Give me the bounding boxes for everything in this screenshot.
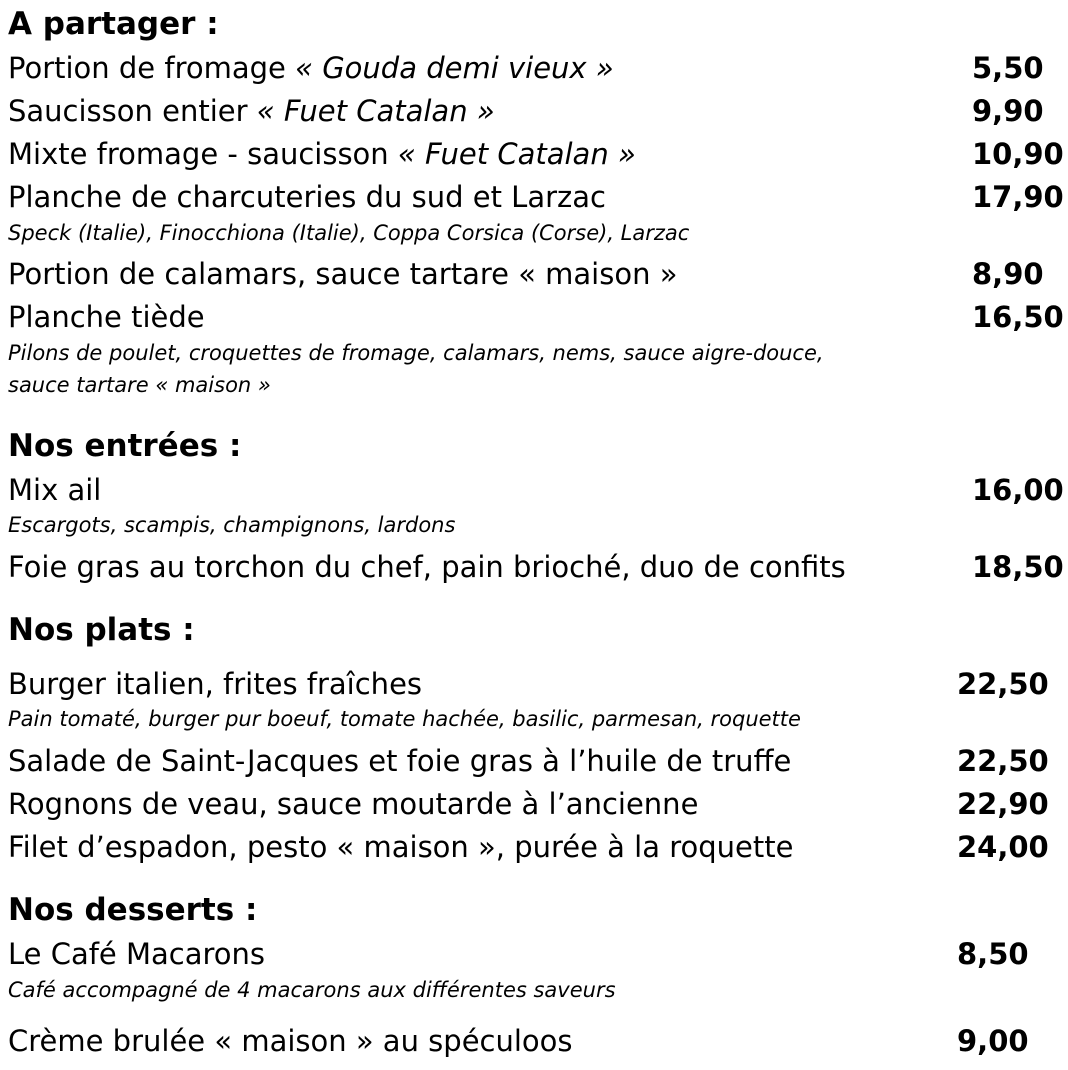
menu-item-name: Portion de calamars, sauce tartare « maison » — [8, 257, 678, 291]
menu-item-description: Pain tomaté, burger pur boeuf, tomate hachée, basilic, parmesan, roquette — [8, 707, 801, 731]
menu-item-price: 5,50 — [972, 51, 1044, 85]
menu-item-price: 17,90 — [972, 180, 1064, 214]
section-heading-a-partager: A partager : — [8, 6, 219, 42]
menu-item-name: Planche de charcuteries du sud et Larzac — [8, 180, 606, 214]
menu-item-name: Mix ail — [8, 473, 102, 507]
menu-item-name: Filet d’espadon, pesto « maison », purée à la roquette — [8, 830, 794, 864]
menu-item-name: Salade de Saint-Jacques et foie gras à l’huile de truffe — [8, 744, 792, 778]
menu-item-name: Planche tiède — [8, 300, 205, 334]
menu-item-name: Saucisson entier « Fuet Catalan » — [8, 94, 495, 128]
menu-item-price: 8,90 — [972, 257, 1044, 291]
menu-item-price: 8,50 — [957, 937, 1029, 971]
menu-item-price: 10,90 — [972, 137, 1064, 171]
menu-item-price: 22,50 — [957, 667, 1049, 701]
menu-item-description: Café accompagné de 4 macarons aux différentes saveurs — [8, 978, 616, 1002]
menu-item-description: sauce tartare « maison » — [8, 373, 271, 397]
menu-item-description: Speck (Italie), Finocchiona (Italie), Coppa Corsica (Corse), Larzac — [8, 221, 690, 245]
menu-item-price: 18,50 — [972, 550, 1064, 584]
menu-item-name: Mixte fromage - saucisson « Fuet Catalan » — [8, 137, 636, 171]
menu-item-name: Foie gras au torchon du chef, pain brioché, duo de confits — [8, 550, 846, 584]
menu-item-name: Crème brulée « maison » au spéculoos — [8, 1024, 573, 1058]
menu-item-price: 24,00 — [957, 830, 1049, 864]
section-heading-nos-entrees: Nos entrées : — [8, 428, 242, 464]
menu-item-description: Escargots, scampis, champignons, lardons — [8, 513, 456, 537]
section-heading-nos-plats: Nos plats : — [8, 612, 195, 648]
menu-item-name: Le Café Macarons — [8, 937, 266, 971]
menu-item-price: 22,50 — [957, 744, 1049, 778]
menu-item-name: Rognons de veau, sauce moutarde à l’ancienne — [8, 787, 699, 821]
menu-item-price: 9,00 — [957, 1024, 1029, 1058]
menu-item-name: Portion de fromage « Gouda demi vieux » — [8, 51, 614, 85]
menu-item-price: 22,90 — [957, 787, 1049, 821]
section-heading-nos-desserts: Nos desserts : — [8, 892, 258, 928]
menu-item-price: 16,50 — [972, 300, 1064, 334]
menu-item-description: Pilons de poulet, croquettes de fromage, calamars, nems, sauce aigre-douce, — [8, 341, 824, 365]
menu-item-price: 9,90 — [972, 94, 1044, 128]
menu-item-name: Burger italien, frites fraîches — [8, 667, 423, 701]
menu-item-price: 16,00 — [972, 473, 1064, 507]
